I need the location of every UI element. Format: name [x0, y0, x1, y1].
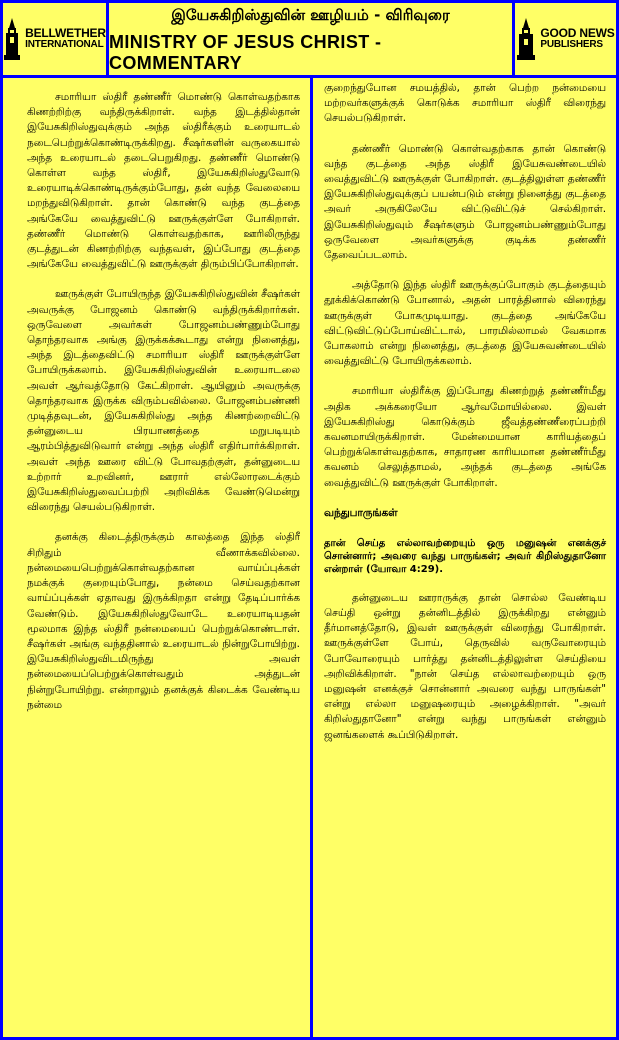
right-column	[313, 78, 616, 1037]
bellwether-line2: INTERNATIONAL	[25, 39, 104, 50]
title-english: MINISTRY OF JESUS CHRIST - COMMENTARY	[109, 32, 382, 73]
paragraph: குறைந்துபோன சமயத்தில், தான் பெற்ற நன்மையை மற்றவர்களுக்குக் கொடுக்க சமாரியா ஸ்திரீ விரைந்து செயல்படுகிறாள்.	[324, 82, 606, 125]
paragraph: தனக்கு கிடைத்திருக்கும் காலத்தை இந்த ஸ்திரீ சிறிதும் வீணாக்கவில்லை. நன்மையைபெற்றுக்கொள்வதற்கான வாய்ப்புக்கள் நமக்குக் குறையும்போது, நன்மை செய்வதற்கான வாய்ப்புக்கள் ஏதாவது இருக்கிறதா என்று தேடிப்பார்க்க வேண்டும். இயேசுகிறிஸ்துவோடே உரையாடியதன் மூலமாக இந்த ஸ்திரீ நன்மையைப் பெற்றுக்கொண்டாள். சீஷர்கள் அங்கு வந்ததினால் உரையாடல் நின்றுபோயிற்று. இயேசுகிறிஸ்துவிடமிருந்து அவள் நன்மையைப்பெற்றுக்கொள்வதும் அத்துடன் நின்றுபோயிற்று. என்றாலும் தனக்குக் கிடைக்க வேண்டிய நன்மை	[27, 531, 300, 711]
paragraph: ஊருக்குள் போயிருந்த இயேசுகிறிஸ்துவின் சீஷர்கள் அவருக்கு போஜனம் கொண்டு வந்திருக்கிறார்கள். ஒருவேளை அவர்கள் போஜனம்பண்ணும்போது தொந்தரவாக அங்கு இருக்கக்கூடாது என்று நினைத்து, அந்த இடத்தைவிட்டு சமாரியா ஸ்திரீ ஊருக்குள்ளே போயிருக்கலாம். இயேசுகிறிஸ்துவின் உரையாடலை அவள் ஆர்வத்தோடு கேட்கிறாள். ஆயினும் அவருக்கு தொந்தரவாக இருக்க விரும்பவில்லை. போஜனம்பண்ணி முடித்தவுடன், இயேசுகிறிஸ்து அந்த கிணற்றைவிட்டு தன்னுடைய பிரயாணத்தை மறுபடியும் ஆரம்பித்துவிடுவார் என்று அந்த ஸ்திரீ எதிர்பார்க்கிறாள். அவள் அந்த ஊரை விட்டு போவதற்குள், தன்னுடைய உற்றார் உறவினர், ஊரார் எல்லோரடைக்கும் இயேசுகிறிஸ்துவைப்பற்றி அறிவிக்க வேண்டுமென்று விரைந்து செயல்படுகிறாள்.	[27, 288, 300, 514]
bellwether-logo	[3, 3, 106, 75]
paragraph: தண்ணீர் மொண்டு கொள்வதற்காக தான் கொண்டு வந்த குடத்தை அந்த ஸ்திரீ இயேசுவண்டையில் வைத்துவிட்டு ஊருக்குள் போகிறாள். குடத்திலுள்ள தண்ணீர் இயேசுகிறிஸ்துவுக்குப் பயன்படும் என்று நினைத்து குடத்தை அவர் அருகிலேயே விட்டுவிட்டுச் செல்கிறாள். இயேசுகிறிஸ்துவும் சீஷர்களும் போஜனம்பண்ணும்போது ஒருவேளை அவர்களுக்கு குடிக்க தண்ணீர் தேவைப்படலாம்.	[324, 142, 606, 262]
commentary-body	[3, 78, 616, 1037]
page-header	[3, 3, 616, 75]
paragraph: சமாரியா ஸ்திரீக்கு இப்போது கிணற்றுத் தண்ணீர்மீது அதிக அக்கரையோ ஆர்வமோயில்லை. இவள் இயேசுகிறிஸ்து கொடுக்கும் ஜீவத்தண்ணீரைப்பற்றி கவனமாயிருக்கிறாள். மேன்மையான காரியத்தைப் பெற்றுக்கொள்வதற்காக, சாதாரண காரியமான தண்ணீர்மீது கவனம் செலுத்தாமல், அந்தக் குடத்தை அங்கே வைத்துவிட்டு ஊருக்குள் போகிறாள்.	[324, 385, 606, 489]
good-news-line2: PUBLISHERS	[540, 39, 603, 50]
church-tower-icon	[516, 18, 536, 60]
paragraph: சமாரியா ஸ்திரீ தண்ணீர் மொண்டு கொள்வதற்காக கிணற்றிற்கு வந்திருக்கிறாள். வந்த இடத்தில்தான் இயேசுகிறிஸ்துவுக்கும் அந்த ஸ்திரீக்கும் உரையாடல் நடைபெற்றுக்கொண்டிருக்கிறது. சீஷர்களின் வருகையால் அந்த உரையாடல் தடைபெறுகிறது. தண்ணீர் மொண்டு கொள்ள வந்த ஸ்திரீ, இயேசுகிறிஸ்துவோடு உரையாடிக்கொண்டிருக்கும்போது, தன் வந்த வேலையை மறந்துவிடுகிறாள். தான் கொண்டு வந்த குடத்தை அங்கேயே வைத்துவிட்டு ஊருக்குள்ளே போகிறாள். தண்ணீர் மொண்டு கொள்வதற்காக, ஊரிலிருந்து குடத்துடன் கிணற்றிற்கு வந்தவள், இப்போது குடத்தை அங்கேயே வைத்துவிட்டு ஊருக்குள் திரும்பிப்போகிறாள்.	[27, 91, 300, 271]
scripture-quote: தான் செய்த எல்லாவற்றையும் ஒரு மனுஷன் எனக்குச் சொன்னார்; அவரை வந்து பாருங்கள்; அவர் கிறிஸ்துதானோ என்றாள் (யோவா 4:29).	[324, 538, 606, 576]
section-heading: வந்துபாருங்கள்	[324, 506, 398, 519]
left-column	[3, 78, 310, 1037]
paragraph: அத்தோடு இந்த ஸ்திரீ ஊருக்குப்போகும் குடத்தையும் தூக்கிக்கொண்டு போனால், அதன் பாரத்தினால் விரைந்து ஊருக்குள் போகமுடியாது. குடத்தை அங்கேயே விட்டுவிட்டுப்போய்விட்டால், பாரமில்லாமல் வேகமாக போகலாம் என்று நினைத்து, குடத்தை இயேசுவண்டையில் வைத்துவிட்டு போயிருக்கலாம்.	[324, 279, 606, 368]
header-title-box	[109, 3, 512, 75]
church-tower-icon	[3, 18, 21, 60]
bellwether-line1: BELLWETHER	[25, 26, 106, 40]
title-tamil: இயேசுகிறிஸ்துவின் ஊழியம் - விரிவுரை	[171, 6, 450, 24]
good-news-line1: GOOD NEWS	[540, 26, 615, 40]
good-news-logo	[515, 3, 616, 75]
paragraph: தன்னுடைய ஊராருக்கு தான் சொல்ல வேண்டிய செய்தி ஒன்று தன்னிடத்தில் இருக்கிறது என்னும் தீர்மானத்தோடு, இவள் ஊருக்குள் விரைந்து போகிறாள். ஊருக்குள்ளே போய், தெருவில் வருவோரையும் போவோரையும் பார்த்து தன்னிடத்திலுள்ள செய்தியை அறிவிக்கிறாள். "நான் செய்த எல்லாவற்றையும் ஒரு மனுஷன் எனக்குச் சொன்னார் அவரை வந்து பாருங்கள்" என்று எல்லா மனுஷரையும் அழைக்கிறாள். "அவர் கிறிஸ்துதானோ" என்று வந்து பாருங்கள் என்னும் ஜனங்களைக் கூப்பிடுகிறாள்.	[324, 591, 606, 741]
